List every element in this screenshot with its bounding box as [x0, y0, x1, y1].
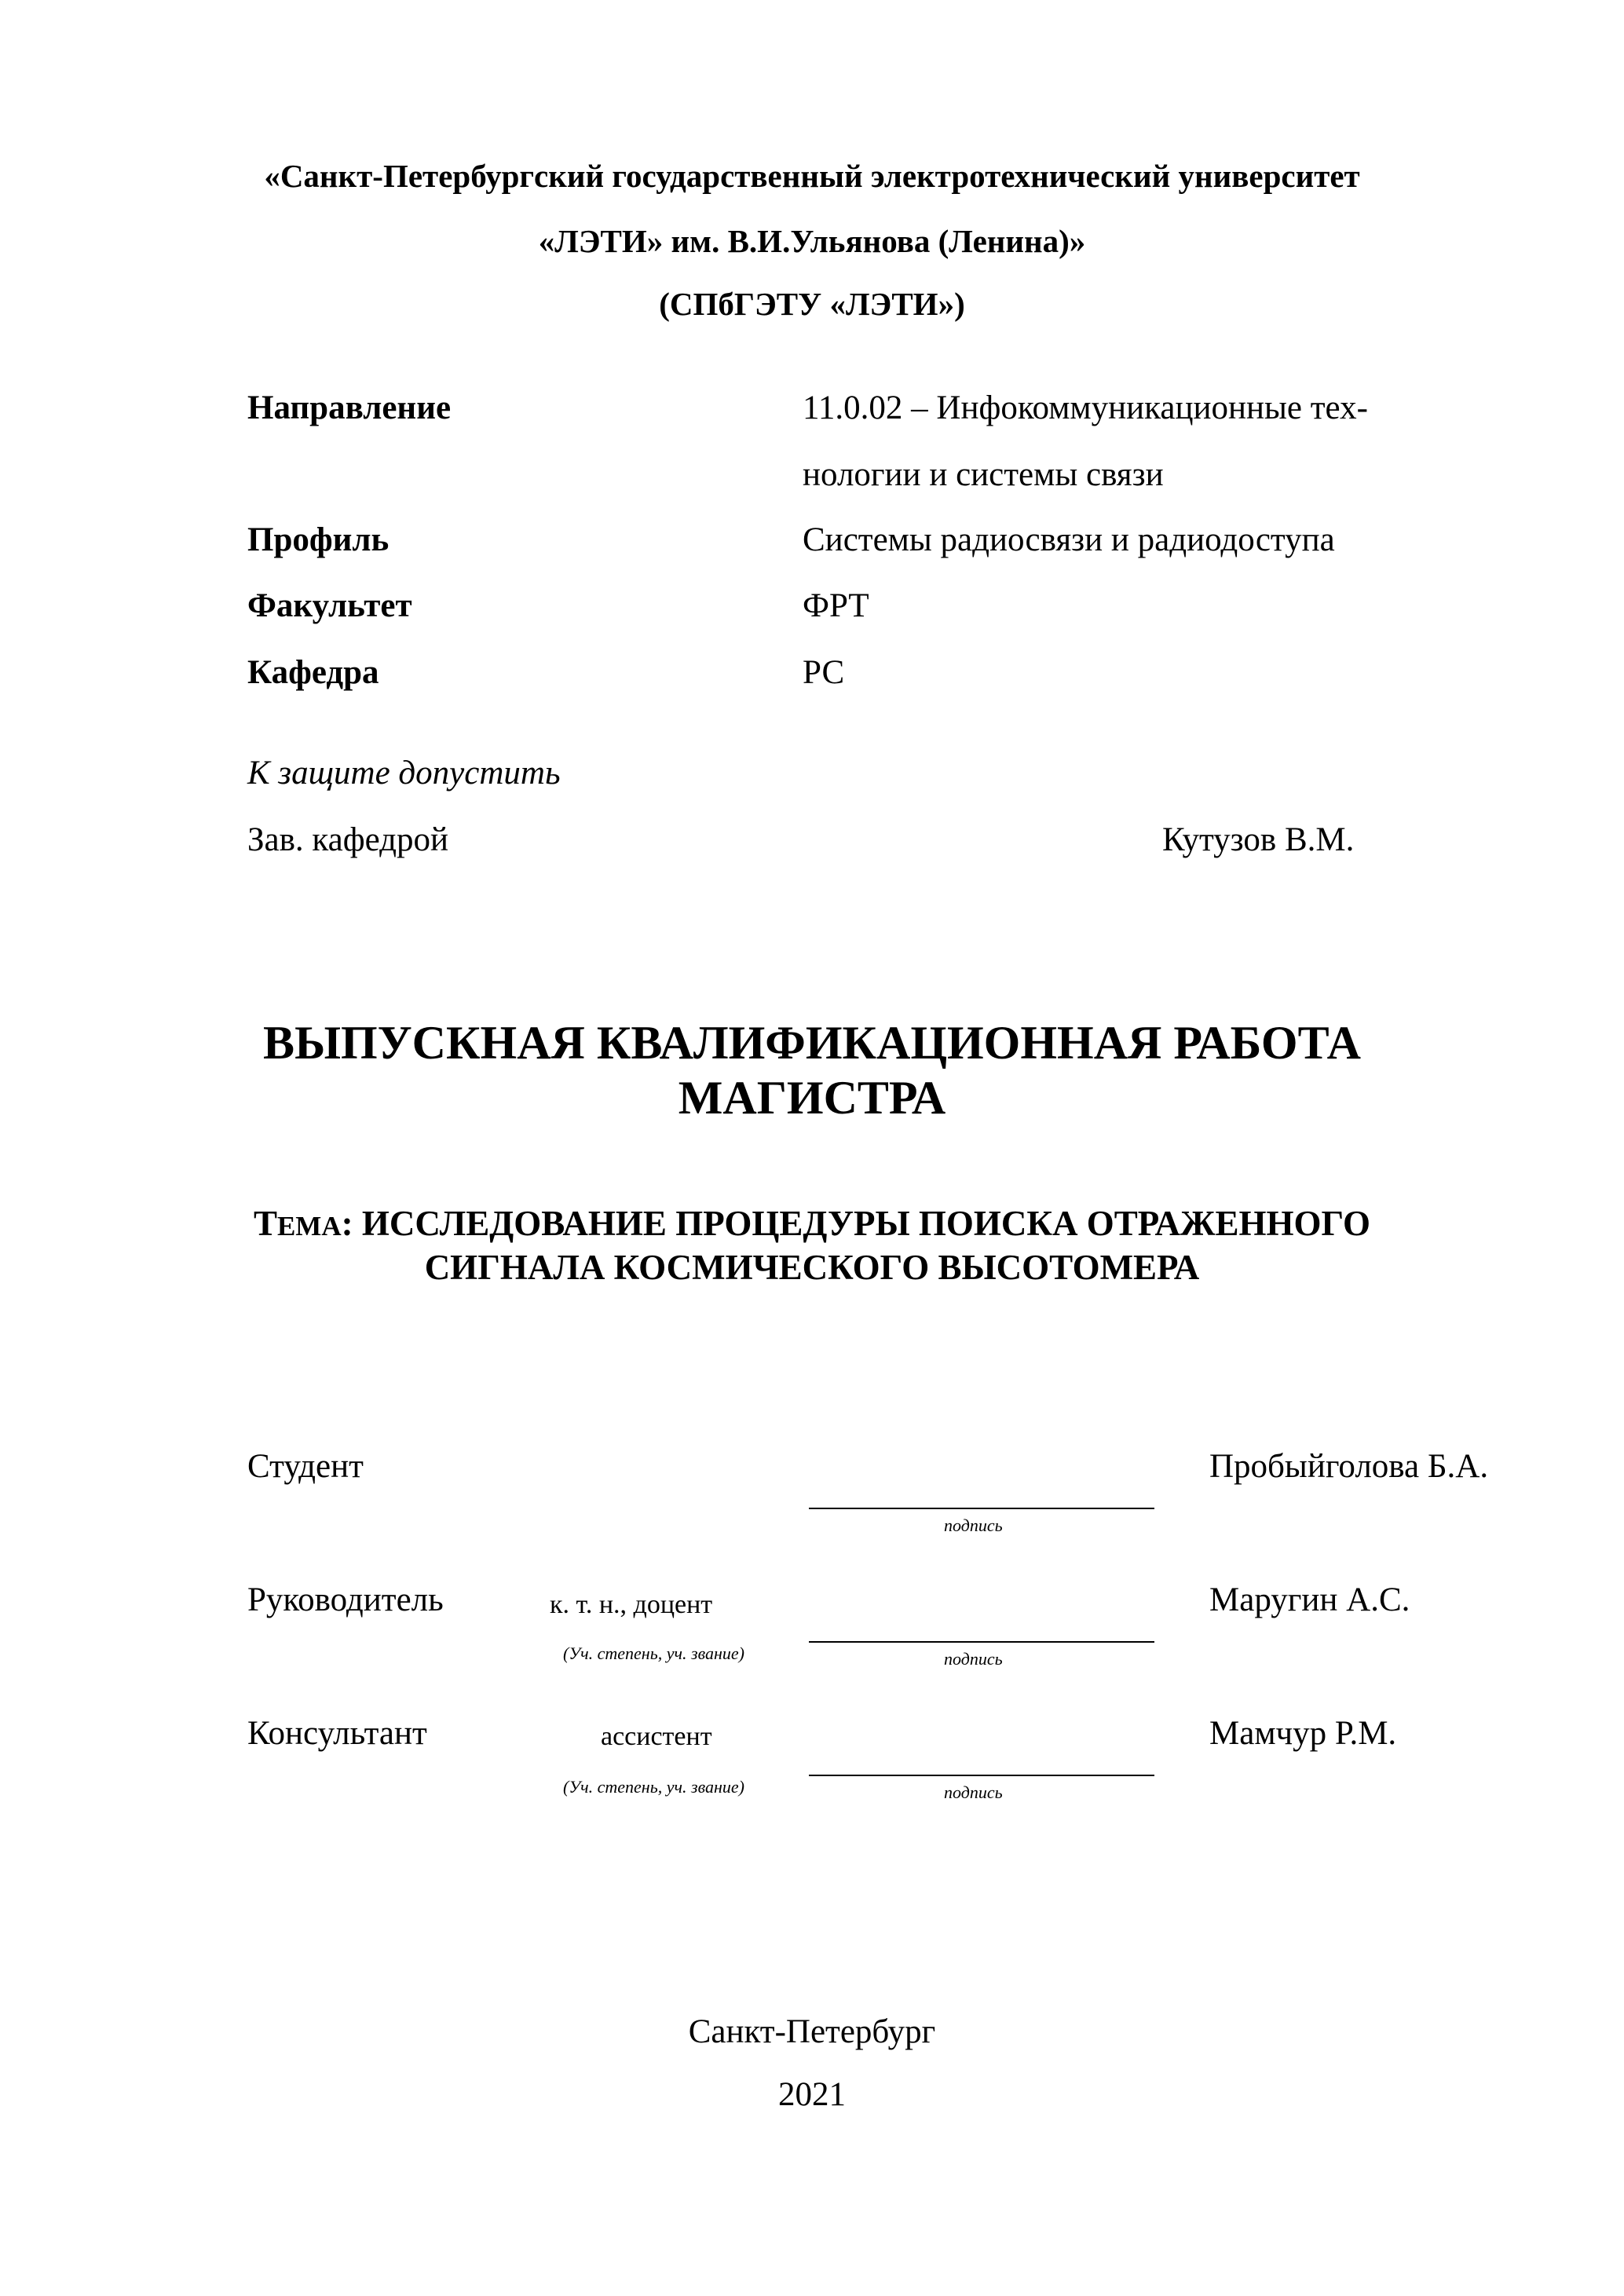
department-label: Кафедра [247, 654, 379, 691]
student-name: Пробыйголова Б.А. [1209, 1448, 1489, 1485]
footer-city: Санкт-Петербург [688, 2013, 936, 2050]
direction-value-line2: нологии и системы связи [803, 456, 1164, 493]
supervisor-degree: к. т. н., доцент [550, 1590, 713, 1619]
supervisor-role: Руководитель [247, 1581, 444, 1618]
topic-text-line2: СИГНАЛА КОСМИЧЕСКОГО ВЫСОТОМЕРА [424, 1248, 1200, 1287]
profile-label: Профиль [247, 521, 390, 558]
topic-colon: : [341, 1204, 353, 1243]
consultant-name: Мамчур Р.М. [1209, 1715, 1397, 1752]
direction-value-line1: 11.0.02 – Инфокоммуникационные тех- [803, 389, 1368, 426]
university-name-line2: «ЛЭТИ» им. В.И.Ульянова (Ленина)» [538, 223, 1086, 259]
head-of-department-label: Зав. кафедрой [247, 821, 449, 858]
supervisor-name: Маругин А.С. [1209, 1581, 1410, 1618]
consultant-signature-line [809, 1775, 1154, 1776]
consultant-degree-caption: (Уч. степень, уч. звание) [563, 1777, 744, 1797]
supervisor-signature-caption: подпись [944, 1649, 1003, 1669]
faculty-value: ФРТ [803, 587, 869, 624]
topic-prefix-initial: Т [253, 1204, 277, 1243]
faculty-label: Факультет [247, 587, 412, 624]
topic-text-line1: ИССЛЕДОВАНИЕ ПРОЦЕДУРЫ ПОИСКА ОТРАЖЕННОГО [361, 1204, 1371, 1243]
student-signature-caption: подпись [944, 1515, 1003, 1535]
admit-to-defense: К защите допустить [247, 755, 561, 792]
student-signature-line [809, 1508, 1154, 1509]
student-role: Студент [247, 1448, 364, 1485]
footer-year: 2021 [778, 2076, 846, 2113]
consultant-signature-caption: подпись [944, 1782, 1003, 1802]
document-title-line2: МАГИСТРА [678, 1072, 946, 1124]
consultant-role: Консультант [247, 1715, 427, 1752]
supervisor-signature-line [809, 1641, 1154, 1643]
topic-prefix-rest: ЕМА [276, 1211, 342, 1241]
profile-value: Системы радиосвязи и радиодоступа [803, 521, 1335, 558]
consultant-degree: ассистент [601, 1722, 712, 1751]
supervisor-degree-caption: (Уч. степень, уч. звание) [563, 1643, 744, 1663]
direction-label: Направление [247, 389, 452, 426]
department-value: РС [803, 654, 845, 691]
head-of-department-name: Кутузов В.М. [1162, 821, 1355, 858]
university-name-line1: «Санкт-Петербургский государственный электротехнический университет [264, 158, 1360, 194]
university-abbreviation: (СПбГЭТУ «ЛЭТИ») [659, 286, 965, 322]
topic-line1 [0, 1201, 1624, 1249]
document-title-line1: ВЫПУСКНАЯ КВАЛИФИКАЦИОННАЯ РАБОТА [263, 1017, 1361, 1069]
